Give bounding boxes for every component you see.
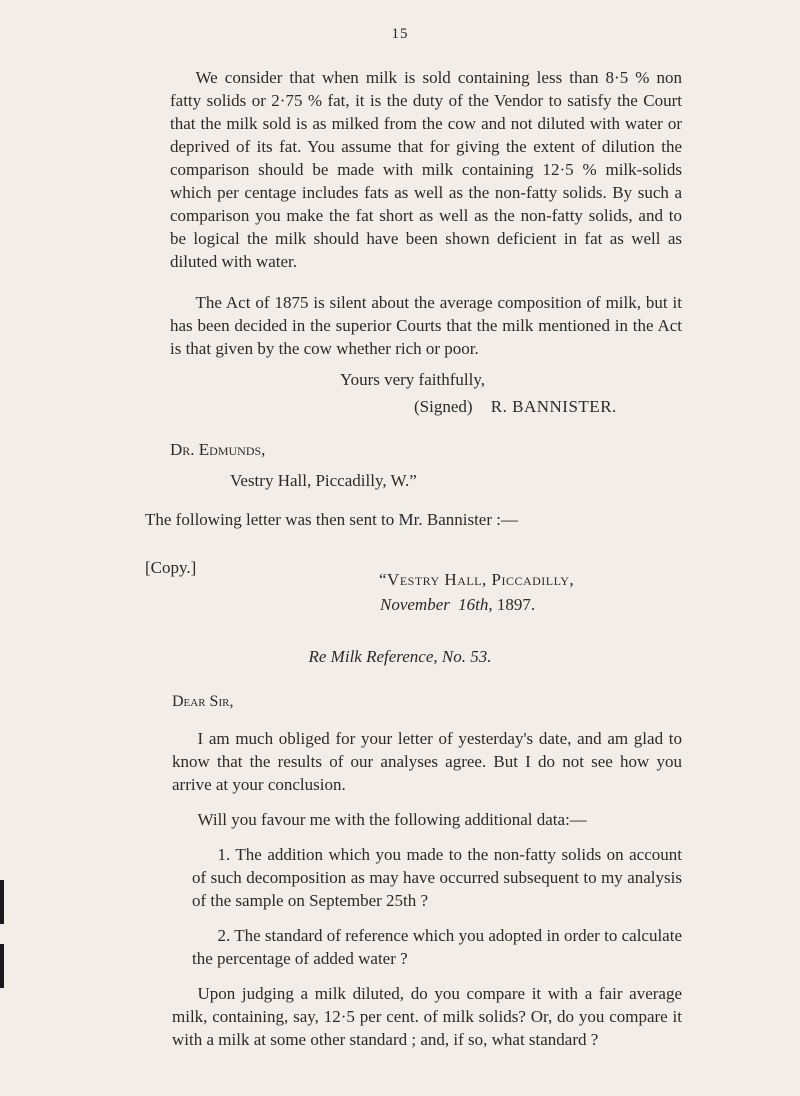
body-paragraph-1: I am much obliged for your letter of yesterday's date, and am glad to know that the results of our analyses agree. But I do not see how you arrive at your conclusion.	[172, 729, 682, 794]
letter-address: “Vestry Hall, Piccadilly,	[379, 570, 575, 589]
margin-mark	[0, 880, 4, 924]
letter-date	[380, 595, 535, 615]
copy-label: [Copy.]	[145, 558, 197, 577]
date-month: November	[380, 595, 450, 614]
signature-line	[170, 395, 682, 418]
signed-name: R. BANNISTER.	[490, 397, 617, 416]
signed-label: (Signed)	[414, 397, 473, 416]
body-paragraph-2: Will you favour me with the following additional data:—	[197, 810, 587, 829]
date-day: 16th	[458, 595, 489, 614]
body-paragraph-3: Upon judging a milk diluted, do you compare it with a fair average milk, containing, say, 12·5 per cent. of milk solids? Or, do you compare it with a milk at some other standard ; and, if so, what standard ?	[172, 984, 682, 1049]
reference-line	[0, 647, 800, 667]
list-item-1: 1. The addition which you made to the non-fatty solids on account of such decomposition as may have occurred subsequent to my analysis of the sample on September 25th ?	[192, 845, 682, 910]
reference-text: Re Milk Reference, No. 53.	[308, 647, 492, 666]
salutation: Dear Sir,	[172, 693, 234, 710]
paragraph-act-1875: The Act of 1875 is silent about the average composition of milk, but it has been decided in the superior Courts that the milk mentioned in the Act is that given by the cow whether rich or poor.	[170, 293, 682, 358]
letter-body	[172, 715, 682, 1051]
closing-line: Yours very faithfully,	[340, 370, 485, 389]
list-item-2: 2. The standard of reference which you adopted in order to calculate the percentage of added water ?	[192, 926, 682, 968]
addressee-name	[170, 438, 682, 461]
letter-continuation	[170, 66, 682, 492]
margin-mark	[0, 944, 4, 988]
page-number: 15	[391, 26, 409, 42]
addressee-name-text: Dr. Edmunds,	[170, 440, 266, 459]
addressee-address: Vestry Hall, Piccadilly, W.”	[230, 471, 417, 490]
paragraph-dilution: We consider that when milk is sold containing less than 8·5 % non fatty solids or 2·75 % fat, it is the duty of the Vendor to satisfy the Court that the milk sold is as milked from the cow and not diluted with water or deprived of its fat. You assume that for giving the extent of dilution the comparison should be made with milk containing 12·5 % milk-solids which per centage includes fats as well as the non-fatty solids. By such a comparison you make the fat short as well as the non-fatty solids, and to be logical the milk should have been shown deficient in fat as well as diluted with water.	[170, 68, 682, 271]
date-year: , 1897.	[488, 595, 536, 614]
following-letter-intro: The following letter was then sent to Mr. Bannister :—	[145, 510, 518, 529]
